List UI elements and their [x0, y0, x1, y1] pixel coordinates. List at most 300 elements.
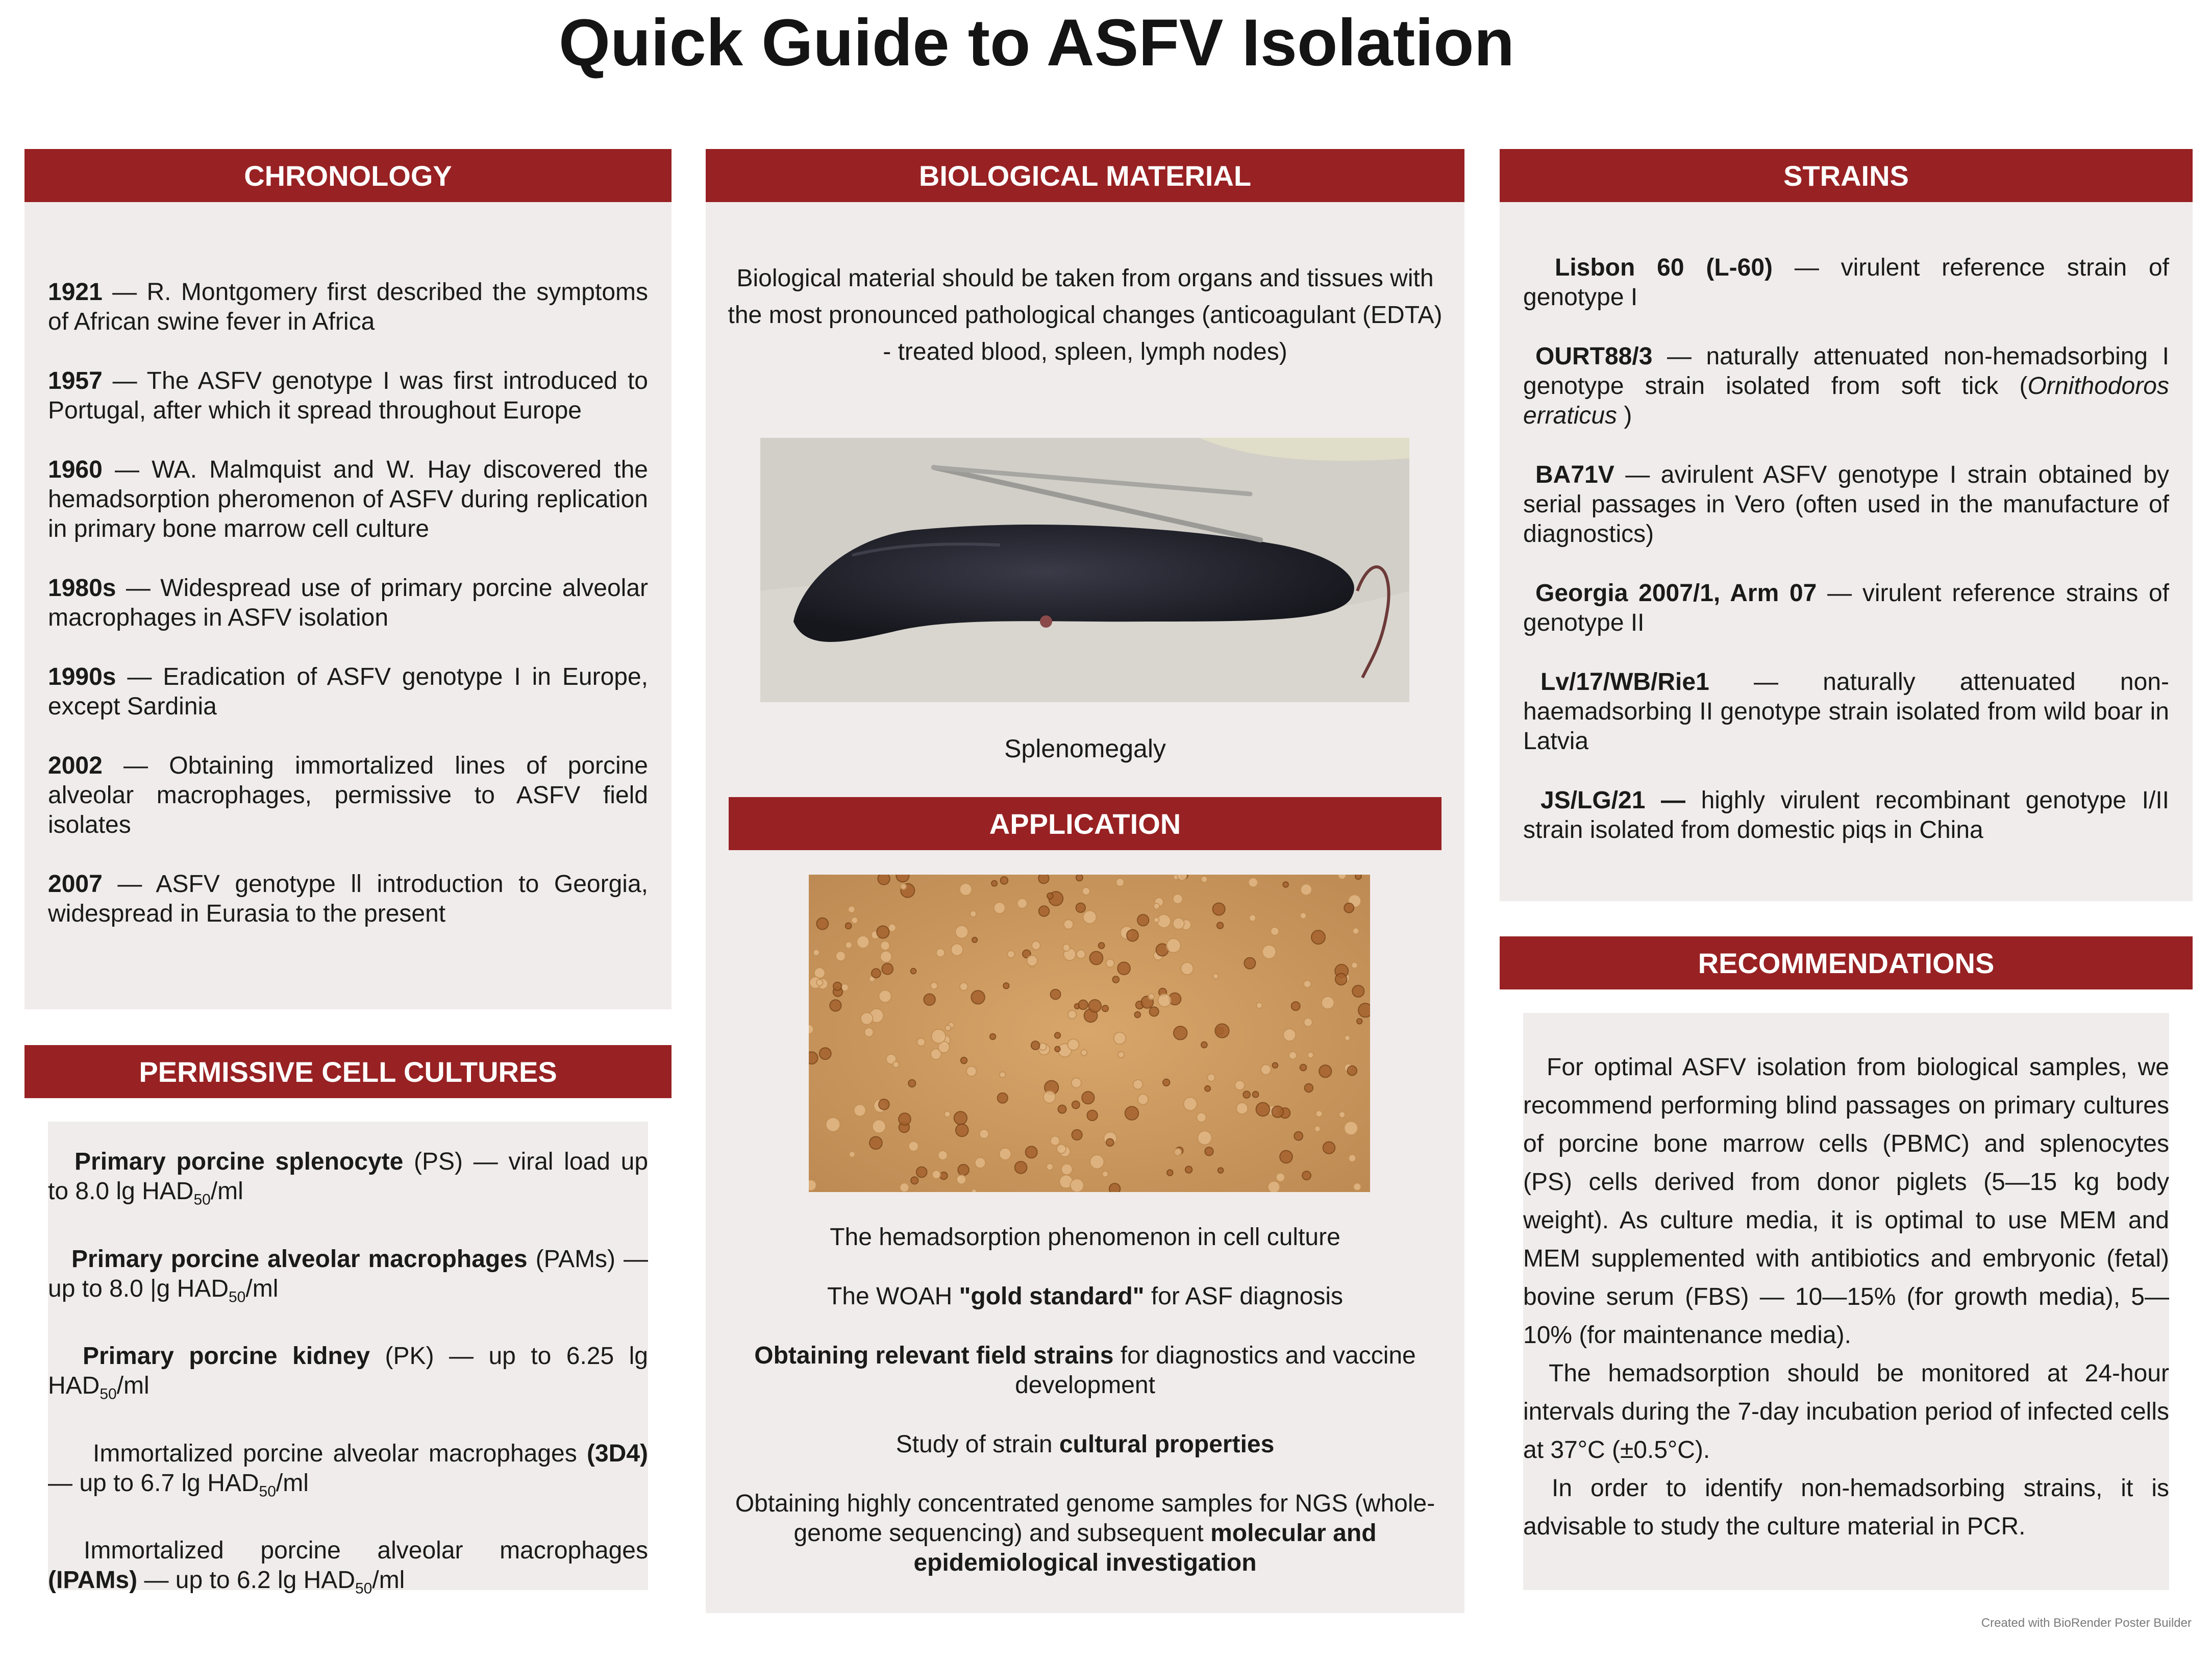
- chronology-year: 2002: [48, 752, 103, 779]
- cell-dot: [1185, 1166, 1192, 1173]
- chronology-entry: [48, 574, 648, 633]
- cell-dot: [1116, 878, 1124, 886]
- application-text: The WOAH: [827, 1283, 959, 1310]
- cell-dot: [1177, 875, 1187, 880]
- cell-dot: [1047, 1163, 1053, 1170]
- poster-title: Quick Guide to ASFV Isolation: [558, 5, 1515, 80]
- chronology-text: — Eradication of ASFV genotype I in Europe, except Sardinia: [48, 663, 648, 720]
- recommendations-paragraph: In order to identify non-hemadsorbing strains, it is advisable to study the culture material in PCR.: [1523, 1475, 2169, 1540]
- cell-dot: [1112, 976, 1119, 983]
- application-item: [729, 1430, 1441, 1459]
- chronology-year: 1960: [48, 456, 103, 483]
- permissive-sub: 50: [259, 1483, 276, 1500]
- application-text: for diagnostics and vaccine development: [1015, 1342, 1416, 1399]
- strain-text: highly virulent recombinant genotype I/II strain isolated from domestic piqs in China: [1523, 787, 2169, 844]
- permissive-bold: Primary porcine splenocyte: [74, 1148, 404, 1175]
- chronology-text: — The ASFV genotype I was first introduced to Portugal, after which it spread throughout Europe: [48, 367, 648, 424]
- cell-dot: [908, 1080, 915, 1087]
- cell-dot: [1051, 989, 1061, 1000]
- cell-dot: [1064, 920, 1074, 929]
- cell-dot: [1118, 1052, 1124, 1058]
- cell-dot: [1283, 882, 1288, 887]
- cell-dot: [1355, 875, 1361, 879]
- permissive-bold: Primary porcine kidney: [83, 1343, 370, 1370]
- cell-dot: [1301, 884, 1312, 895]
- cell-dot: [1076, 903, 1085, 912]
- chronology-entry: [48, 751, 648, 840]
- chronology-header: [24, 149, 672, 202]
- cell-dot: [857, 936, 869, 948]
- cell-dot: [864, 1028, 874, 1037]
- cell-dot: [1058, 1105, 1066, 1113]
- cell-dot: [966, 1066, 977, 1076]
- cell-dot: [846, 942, 852, 949]
- strain-name: BA71V: [1535, 461, 1614, 488]
- strain-entry: [1523, 579, 2169, 638]
- permissive-entry: [48, 1439, 648, 1507]
- cell-dot: [1173, 918, 1184, 929]
- strain-name: Lisbon 60 (L-60): [1555, 254, 1773, 281]
- permissive-unit: /ml: [372, 1567, 405, 1594]
- cell-dot: [1262, 945, 1276, 959]
- cell-dot: [1127, 930, 1138, 941]
- permissive-unit: /ml: [210, 1178, 243, 1205]
- chronology-text: — ASFV genotype ll introduction to Georgia, widespread in Eurasia to the present: [48, 871, 648, 927]
- cell-dot: [1353, 928, 1359, 934]
- cell-dot: [1082, 887, 1090, 895]
- permissive-bold: (3D4): [586, 1440, 648, 1467]
- cell-dot: [1057, 1144, 1066, 1153]
- application-item: [729, 1489, 1441, 1578]
- cell-dot: [813, 950, 819, 956]
- cell-dot: [960, 883, 972, 896]
- cell-dot: [994, 902, 1005, 913]
- cell-dot: [1215, 1024, 1229, 1037]
- recommendations-text: [1523, 1048, 2169, 1546]
- chronology-year: 2007: [48, 871, 103, 898]
- cell-dot: [1302, 1171, 1311, 1180]
- cell-dot: [956, 1124, 968, 1137]
- cell-dot: [1218, 1168, 1224, 1173]
- permissive-unit: /ml: [116, 1372, 150, 1400]
- strain-text: — naturally attenuated non-hemadsorbing I genotype strain isolated from soft tick (: [1523, 343, 2169, 400]
- chronology-year: 1957: [48, 367, 103, 394]
- cell-dot: [1102, 1005, 1108, 1011]
- application-bold: Obtaining relevant field strains: [754, 1342, 1114, 1369]
- cell-dot: [1184, 1097, 1197, 1110]
- cell-dot: [1077, 950, 1085, 958]
- cell-dot: [893, 1061, 899, 1068]
- cell-dot: [916, 1167, 927, 1178]
- cell-dot: [932, 1171, 940, 1179]
- cell-dot: [849, 1151, 855, 1157]
- strain-entry: [1523, 786, 2169, 845]
- cell-dot: [1352, 985, 1364, 997]
- chronology-year: 1921: [48, 279, 103, 306]
- cell-dot: [1205, 1086, 1210, 1092]
- cell-dot: [809, 1052, 818, 1064]
- cell-dot: [877, 926, 889, 938]
- cell-dot: [1055, 1047, 1060, 1052]
- cell-dot: [954, 1111, 967, 1124]
- strain-text: — virulent reference strains of genotype II: [1523, 580, 2170, 636]
- cell-dot: [945, 1111, 951, 1117]
- cell-dot: [1243, 1091, 1250, 1098]
- permissive-entry: [48, 1147, 648, 1215]
- cell-dot: [1106, 1139, 1114, 1147]
- application-text: Obtaining highly concentrated genome samples for NGS (whole-genome sequencing) and subsequent: [735, 1490, 1435, 1547]
- cell-dot: [1174, 1026, 1187, 1039]
- cell-dot: [1099, 943, 1105, 949]
- cell-dot: [1319, 1065, 1331, 1077]
- cell-dot: [1154, 903, 1160, 909]
- cell-dot: [899, 1113, 911, 1125]
- application-header-label: APPLICATION: [989, 807, 1181, 840]
- cell-dot: [881, 941, 890, 950]
- cell-dot: [998, 1093, 1008, 1103]
- cell-dot: [869, 1136, 882, 1149]
- permissive-header-label: PERMISSIVE CELL CULTURES: [139, 1055, 557, 1088]
- permissive-text: (PAMs) — up to 8.0 |g HAD: [48, 1245, 649, 1302]
- photo-caption: Splenomegaly: [1004, 734, 1166, 763]
- application-bold: "gold standard": [959, 1283, 1145, 1310]
- cell-dot: [1061, 1164, 1073, 1175]
- cell-dot: [1043, 1091, 1056, 1103]
- strains-header-label: STRAINS: [1783, 159, 1909, 192]
- cell-dot: [1068, 1010, 1077, 1019]
- cell-dot: [1003, 983, 1009, 988]
- cell-dot: [936, 949, 945, 957]
- chronology-text: — Widespread use of primary porcine alveolar macrophages in ASFV isolation: [48, 575, 648, 631]
- permissive-sub: 50: [355, 1580, 372, 1597]
- biological-text: [725, 260, 1446, 370]
- cell-dot: [1338, 875, 1346, 879]
- cell-dot: [1135, 1012, 1141, 1018]
- cell-dot: [990, 1034, 996, 1039]
- biological-header-label: BIOLOGICAL MATERIAL: [918, 159, 1252, 192]
- cell-dot: [1087, 1110, 1097, 1121]
- cell-dot: [809, 1025, 813, 1034]
- cell-dot: [970, 911, 976, 917]
- application-text: Study of strain: [896, 1431, 1059, 1458]
- strain-name: JS/LG/21 —: [1540, 787, 1685, 814]
- cell-dot: [872, 969, 881, 978]
- cell-dot: [1345, 1035, 1350, 1041]
- cell-dot: [1150, 1007, 1159, 1016]
- cell-dot: [1154, 918, 1159, 923]
- cell-dot: [991, 881, 997, 886]
- cell-dot: [879, 1099, 889, 1110]
- cell-dot: [1089, 1000, 1101, 1012]
- cell-dot: [1213, 974, 1219, 979]
- biological-paragraph: Biological material should be taken from organs and tissues with the most pronounced pathological changes (anticoagulant (EDTA) - treated blood, spleen, lymph nodes): [728, 265, 1443, 365]
- cell-dot: [1076, 875, 1083, 881]
- cell-dot: [975, 1157, 986, 1168]
- strain-name: OURT88/3: [1535, 343, 1653, 370]
- permissive-list: [48, 1147, 648, 1604]
- cell-dot: [911, 969, 916, 974]
- application-text: for ASF diagnosis: [1144, 1283, 1344, 1310]
- permissive-unit: /ml: [245, 1275, 279, 1302]
- cell-dot: [1322, 997, 1334, 1009]
- cell-dot: [1083, 910, 1097, 924]
- cell-dot: [909, 1142, 918, 1151]
- cell-dot: [1071, 1179, 1084, 1192]
- strain-entry: [1523, 667, 2169, 756]
- recommendations-paragraph: The hemadsorption should be monitored at 24-hour intervals during the 7-day incubation period of infected cells at 37°C (±0.5°C).: [1523, 1360, 2169, 1464]
- cell-dot: [1344, 1121, 1358, 1135]
- cell-dot: [1051, 1136, 1060, 1145]
- cell-dot: [861, 1012, 873, 1025]
- cell-dot: [1236, 1103, 1248, 1114]
- cell-dot: [1163, 1079, 1170, 1086]
- chronology-text: — R. Montgomery first described the symptoms of African swine fever in Africa: [48, 279, 648, 335]
- cell-dot: [931, 1029, 946, 1044]
- permissive-pre: Immortalized porcine alveolar macrophages: [93, 1440, 587, 1467]
- cell-dot: [1207, 1074, 1215, 1081]
- cell-dot: [1017, 899, 1027, 908]
- cell-dot: [879, 990, 891, 1002]
- permissive-entry: [48, 1245, 648, 1312]
- cell-dot: [854, 1104, 865, 1116]
- strain-name: Lv/17/WB/Rie1: [1540, 668, 1709, 696]
- cell-dot: [945, 1025, 951, 1031]
- strain-entry: [1523, 460, 2169, 549]
- cell-dot: [848, 906, 855, 913]
- cell-dot: [931, 982, 938, 989]
- strain-text: ): [1617, 402, 1632, 429]
- cell-dot: [1311, 930, 1325, 944]
- application-item: [729, 1341, 1441, 1400]
- cell-dot: [1283, 1029, 1296, 1041]
- strain-name: Georgia 2007/1, Arm 07: [1535, 580, 1817, 607]
- cell-dot: [1007, 951, 1014, 958]
- cell-dot: [1304, 980, 1311, 987]
- cell-dot: [1047, 893, 1053, 899]
- cell-dot: [1032, 941, 1040, 950]
- cell-dot: [873, 1120, 886, 1133]
- cell-dot: [980, 1129, 989, 1138]
- cell-dot: [971, 990, 984, 1004]
- cell-dot: [957, 1175, 966, 1184]
- cell-dot: [1167, 1170, 1173, 1176]
- permissive-text: (PS) — viral load up to 8.0 lg HAD: [48, 1148, 649, 1205]
- cell-dot: [1067, 1039, 1079, 1050]
- cell-dot: [888, 924, 896, 932]
- cell-dot: [911, 1177, 918, 1184]
- cell-dot: [1348, 1066, 1357, 1076]
- cell-dot: [816, 918, 828, 930]
- cell-dot: [1181, 962, 1193, 975]
- cell-dot: [1031, 1041, 1040, 1050]
- cell-dot: [1256, 1103, 1270, 1117]
- chronology-entry: [48, 278, 648, 337]
- cell-dot: [1268, 1181, 1280, 1193]
- footer-credit: Created with BioRender Poster Builder: [1981, 1616, 2192, 1630]
- chronology-year: 1990s: [48, 663, 116, 690]
- cell-dot: [809, 1180, 816, 1191]
- cell-dot: [900, 1183, 909, 1192]
- cell-dot: [846, 923, 852, 929]
- cell-dot: [1174, 1149, 1181, 1156]
- cell-dot: [1000, 1072, 1006, 1078]
- cell-dot: [1344, 903, 1354, 913]
- cell-dot: [816, 979, 823, 986]
- cell-dot: [1271, 927, 1279, 935]
- cell-dot: [1039, 1043, 1046, 1050]
- cell-dot: [955, 926, 968, 938]
- cell-dot: [1280, 1151, 1293, 1163]
- strain-text: — avirulent ASFV genotype I strain obtained by serial passages in Vero (often used in the manufacture of diagnostics): [1523, 461, 2169, 548]
- cell-dot: [1090, 1155, 1104, 1169]
- strain-italic: Ornithodoros erraticus: [1523, 373, 2169, 429]
- cell-dot: [1027, 955, 1038, 966]
- cell-dot: [1253, 1092, 1259, 1098]
- cell-dot: [1102, 1171, 1108, 1177]
- cell-dot: [1082, 1092, 1094, 1104]
- chronology-entry: [48, 455, 648, 544]
- cell-dot: [1323, 1142, 1335, 1154]
- cell-dot: [1201, 876, 1207, 882]
- cell-dot: [1353, 1183, 1361, 1191]
- cell-dot: [1205, 1147, 1213, 1155]
- cell-dot: [951, 944, 963, 956]
- cell-dot: [1235, 1080, 1245, 1090]
- splenomegaly-photo: [760, 438, 1409, 702]
- cell-dot: [1358, 1003, 1370, 1017]
- cell-dot: [1291, 1002, 1300, 1010]
- cell-dot: [1289, 1052, 1297, 1059]
- cell-dot: [880, 951, 891, 962]
- cell-dot: [1106, 959, 1114, 967]
- cell-dot: [833, 982, 841, 990]
- cell-dot: [1117, 962, 1130, 975]
- cell-dot: [958, 1164, 968, 1175]
- cell-dot: [1349, 1155, 1356, 1162]
- cell-dot: [1166, 938, 1181, 953]
- strains-header: [1500, 149, 2193, 202]
- chronology-entry: [48, 662, 648, 722]
- cell-dot: [1198, 1131, 1211, 1145]
- permissive-header: [24, 1045, 672, 1098]
- permissive-unit: /ml: [276, 1469, 309, 1497]
- cell-dot: [836, 951, 846, 961]
- cell-dot: [1352, 962, 1358, 969]
- cell-dot: [924, 994, 935, 1005]
- chronology-entry: [48, 366, 648, 426]
- cell-dot: [901, 884, 906, 889]
- cell-dot: [1273, 1062, 1278, 1068]
- cell-dot: [917, 1038, 925, 1046]
- cell-dot: [1133, 1080, 1143, 1089]
- cell-dot: [938, 1151, 947, 1160]
- cell-dot: [1314, 1126, 1320, 1132]
- cell-dot: [961, 1057, 967, 1063]
- cell-dot: [1300, 1064, 1307, 1071]
- cell-dot: [1055, 1032, 1060, 1038]
- cell-dot: [1256, 1003, 1262, 1009]
- cell-dot: [1276, 1173, 1285, 1182]
- cell-dot: [826, 1118, 840, 1132]
- cell-dot: [1335, 974, 1347, 985]
- strain-entry: [1523, 253, 2169, 312]
- cell-dot: [1272, 1106, 1283, 1118]
- cell-dot: [1261, 1064, 1271, 1075]
- application-list: [729, 1223, 1441, 1578]
- cell-dot: [1001, 877, 1008, 884]
- strains-list: [1523, 253, 2169, 845]
- application-item: [729, 1223, 1441, 1252]
- cell-dot: [940, 1172, 947, 1179]
- cell-dot: [1137, 914, 1149, 926]
- chronology-header-label: CHRONOLOGY: [244, 159, 452, 192]
- hemadsorption-photo: [809, 875, 1370, 1192]
- cell-dot: [878, 875, 889, 885]
- cell-dot: [1300, 912, 1306, 919]
- permissive-sub: 50: [193, 1191, 211, 1208]
- cell-dot: [1125, 1106, 1138, 1120]
- cell-dot: [1308, 1052, 1314, 1058]
- cell-dot: [1039, 906, 1049, 916]
- cell-dot: [1072, 1130, 1082, 1140]
- cell-dot: [1357, 1019, 1362, 1024]
- cell-dot: [1109, 1183, 1120, 1192]
- cell-dot: [1148, 994, 1154, 1000]
- chronology-list: [48, 278, 648, 929]
- permissive-pre: Immortalized porcine alveolar macrophages: [84, 1537, 648, 1565]
- permissive-entry: [48, 1536, 648, 1604]
- chronology-entry: [48, 870, 648, 929]
- cell-dot: [1072, 1078, 1081, 1087]
- cell-dot: [852, 917, 858, 924]
- chronology-year: 1980s: [48, 575, 116, 602]
- cell-dot: [1213, 903, 1225, 915]
- cell-dot: [1038, 875, 1049, 883]
- chronology-text: — Obtaining immortalized lines of porcine alveolar macrophages, permissive to ASFV field isolates: [48, 752, 648, 838]
- recommendations-paragraph: For optimal ASFV isolation from biological samples, we recommend performing blind passages on primary cultures of porcine bone marrow cells (PBMC) and splenocytes (PS) cells derived from donor piglets (5—15 kg body weight). As culture media, it is optimal to use MEM and MEM supplemented with antibiotics and embryonic (fetal) bovine serum (FBS) — 10—15% (for growth media), 5—10% (for maintenance media).: [1523, 1054, 2169, 1349]
- cell-dot: [1114, 1032, 1126, 1045]
- cell-dot: [1304, 1018, 1312, 1027]
- cell-culture-illustration: [809, 875, 1370, 1192]
- spleen-illustration: [760, 438, 1409, 702]
- application-header: [729, 797, 1441, 850]
- permissive-sub: 50: [100, 1385, 117, 1403]
- cell-dot: [882, 963, 893, 975]
- cell-dot: [1015, 1161, 1027, 1174]
- permissive-sub: 50: [229, 1288, 246, 1306]
- cell-dot: [1244, 958, 1255, 969]
- cell-dot: [1249, 915, 1256, 922]
- strain-text: — virulent reference strain of genotype I: [1523, 254, 2169, 311]
- permissive-text: — up to 6.2 lg HAD: [137, 1567, 355, 1594]
- strain-entry: [1523, 342, 2169, 431]
- cell-dot: [1090, 952, 1103, 965]
- strain-text: — naturally attenuated non-haemadsorbing II genotype strain isolated from wild boar in Latvia: [1523, 668, 2169, 755]
- permissive-bold: (IPAMs): [48, 1567, 138, 1594]
- cell-dot: [1081, 1050, 1087, 1056]
- recommendations-header: [1500, 936, 2193, 989]
- cell-dot: [830, 1000, 841, 1011]
- cell-dot: [1316, 1110, 1323, 1117]
- cell-dot: [999, 1148, 1011, 1160]
- cell-dot: [1249, 878, 1258, 887]
- application-item: [729, 1282, 1441, 1311]
- cell-dot: [1339, 1111, 1345, 1118]
- cell-dot: [960, 983, 968, 991]
- cell-dot: [972, 937, 977, 943]
- permissive-text: — up to 6.7 lg HAD: [48, 1469, 259, 1497]
- cell-dot: [1138, 1094, 1149, 1105]
